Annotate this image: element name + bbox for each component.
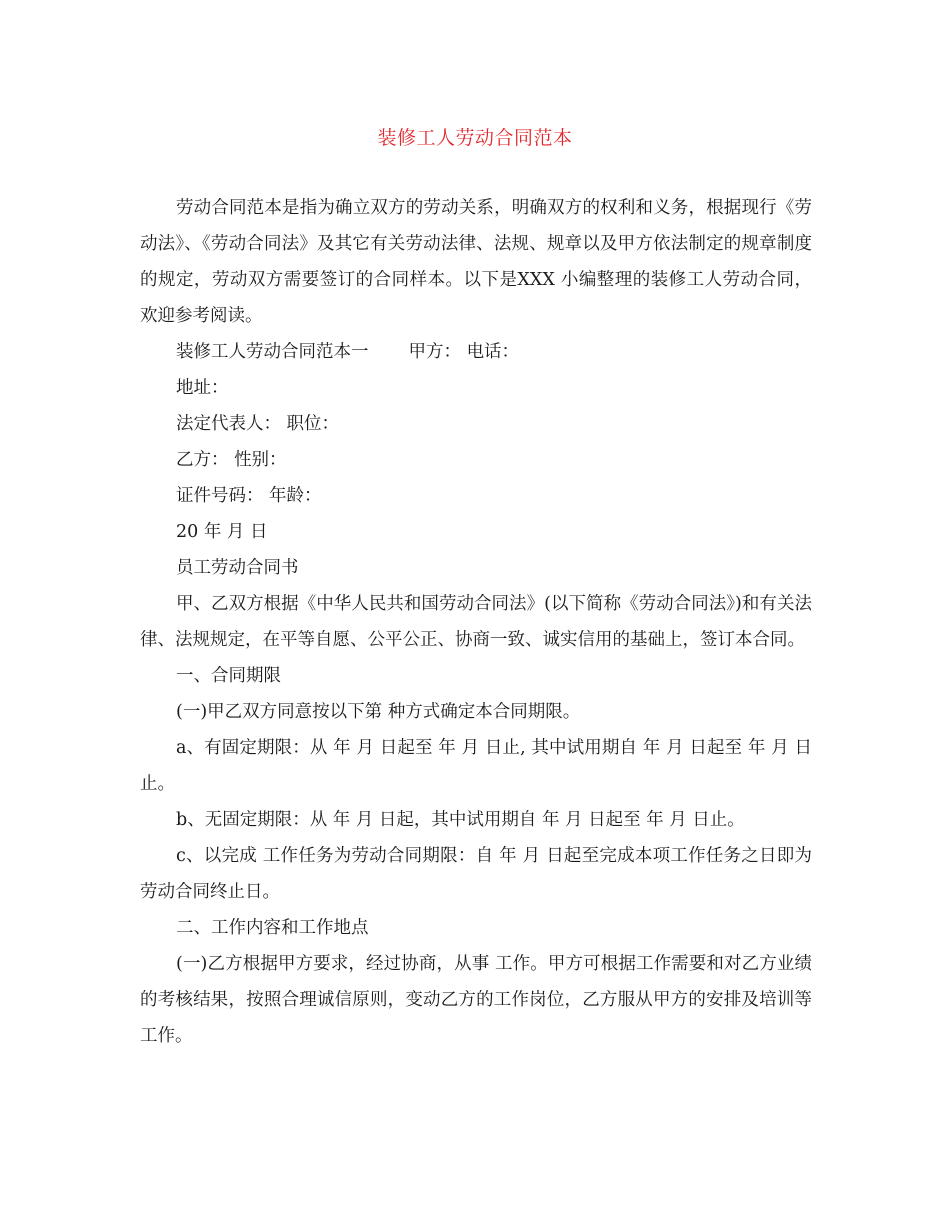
contract-sample-heading: 装修工人劳动合同范本一 (176, 342, 369, 362)
document-body (140, 190, 812, 1054)
section-heading-work: 二、工作内容和工作地点 (176, 918, 369, 938)
term-clause-a: a、有固定期限：从 年 月 日起至 年 月 日止, 其中试用期自 年 月 日起至 年 月 日止。 (140, 738, 812, 794)
work-clause-1: (一)乙方根据甲方要求，经过协商，从事 工作。甲方可根据工作需要和对乙方业绩的考核结果，按照合理诚信原则，变动乙方的工作岗位，乙方服从甲方的安排及培训等工作。 (140, 954, 812, 1046)
party-b-line: 乙方： 性别： (176, 450, 287, 470)
intro-paragraph: 劳动合同范本是指为确立双方的劳动关系，明确双方的权利和义务，根据现行《劳动法》、《劳动合同法》及其它有关劳动法律、法规、规章以及甲方依法制定的规章制度的规定，劳动双方需要签订的合同样本。以下是XXX 小编整理的装修工人劳动合同，欢迎参考阅读。 (140, 198, 812, 326)
term-clause-b: b、无固定期限：从 年 月 日起，其中试用期自 年 月 日起至 年 月 日止。 (176, 810, 745, 830)
document-title: 装修工人劳动合同范本 (377, 127, 573, 149)
term-clause-c: c、以完成 工作任务为劳动合同期限：自 年 月 日起至完成本项工作任务之日即为劳动合同终止日。 (140, 846, 812, 902)
preamble-paragraph: 甲、乙双方根据《中华人民共和国劳动合同法》(以下简称《劳动合同法》)和有关法律、法规规定，在平等自愿、公平公正、协商一致、诚实信用的基础上，签订本合同。 (140, 594, 812, 650)
term-clause-1: (一)甲乙双方同意按以下第 种方式确定本合同期限。 (176, 702, 581, 722)
contract-book-heading: 员工劳动合同书 (176, 558, 299, 578)
contract-heading-line (140, 334, 812, 370)
legal-representative-line: 法定代表人： 职位： (176, 414, 340, 434)
id-number-line: 证件号码： 年龄： (176, 486, 322, 506)
date-line: 20 年 月 日 (176, 522, 268, 542)
party-a-phone-line: 甲方： 电话： (408, 342, 520, 362)
section-heading-term: 一、合同期限 (176, 666, 281, 686)
address-line: 地址： (176, 378, 229, 398)
